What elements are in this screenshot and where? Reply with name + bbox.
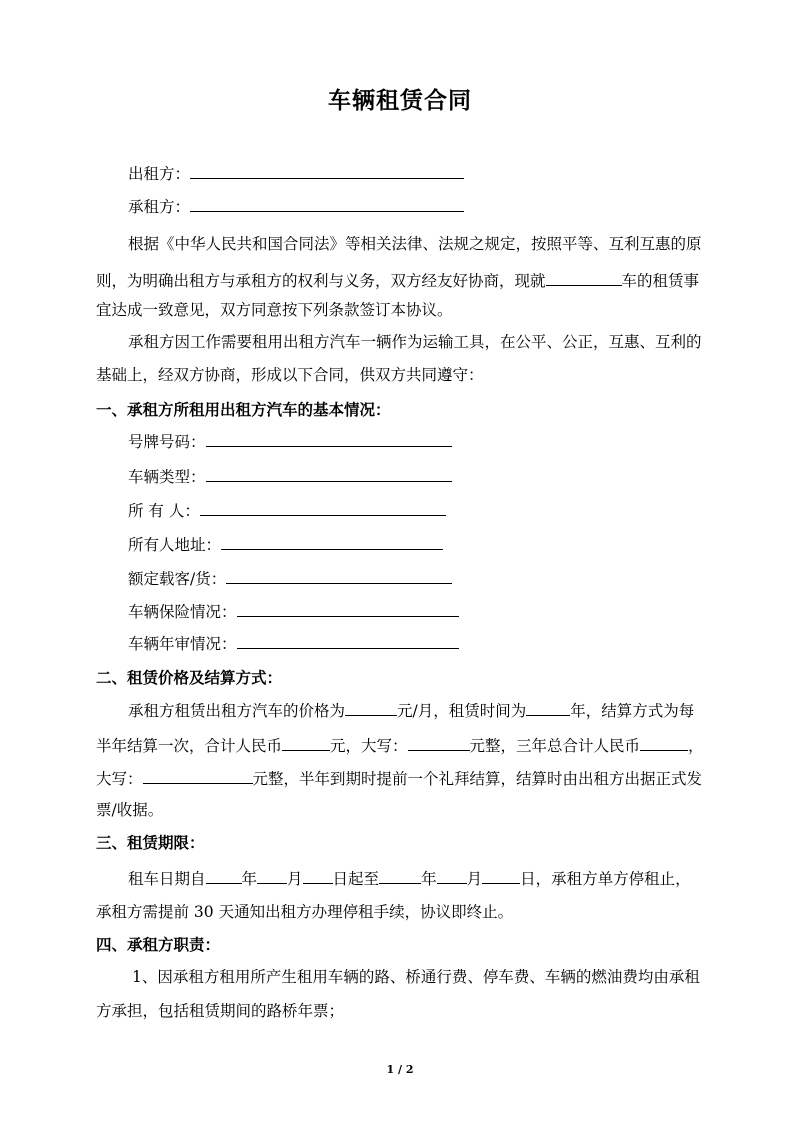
price-line-3-text: 大写： bbox=[96, 770, 143, 788]
section-2-heading: 二、租赁价格及结算方式： bbox=[96, 669, 283, 687]
start-month-field[interactable] bbox=[257, 868, 287, 884]
owner-address-label: 所有人地址： bbox=[128, 536, 222, 554]
insurance-label: 车辆保险情况： bbox=[128, 603, 237, 621]
section-1-heading: 一、承租方所租用出租方汽车的基本情况： bbox=[96, 401, 391, 419]
end-year-field[interactable] bbox=[379, 868, 421, 884]
page-number: 1 / 2 bbox=[386, 1063, 414, 1076]
end-month-unit: 月 bbox=[466, 870, 483, 888]
start-year-unit: 年 bbox=[241, 870, 258, 888]
vehicle-name-field[interactable] bbox=[546, 270, 622, 286]
period-start-label: 租车日期自 bbox=[128, 870, 206, 888]
start-month-unit: 月 bbox=[287, 870, 303, 888]
preamble-line-2-text: 则，为明确出租方与承租方的权利与义务，双方经友好协商，现就 bbox=[96, 272, 546, 290]
intro-line-1: 承租方因工作需要租用出租方汽车一辆作为运输工具，在公平、公正，互惠、互利的 bbox=[128, 333, 702, 351]
price-line-3 bbox=[96, 768, 702, 789]
intro-line-2: 基础上，经双方协商，形成以下合同，供双方共同遵守： bbox=[96, 366, 484, 384]
type-row bbox=[128, 466, 452, 487]
half-year-total-words-field[interactable] bbox=[408, 735, 470, 751]
plate-row bbox=[128, 431, 452, 452]
price-line-3-tail: 元整，半年到期时提前一个礼拜结算，结算时由出租方出据正式发 bbox=[252, 770, 703, 788]
inspection-row bbox=[128, 633, 459, 654]
end-month-field[interactable] bbox=[437, 868, 467, 884]
price-line-1-mid: 元/月，租赁时间为 bbox=[397, 702, 527, 720]
price-line-2 bbox=[96, 735, 704, 756]
owner-address-row bbox=[128, 534, 443, 555]
end-day-field[interactable] bbox=[482, 868, 520, 884]
preamble-line-3: 宜达成一致意见，双方同意按下列条款签订本协议。 bbox=[96, 301, 453, 319]
capacity-field[interactable] bbox=[226, 568, 452, 584]
three-year-total-field[interactable] bbox=[640, 735, 688, 751]
type-label: 车辆类型： bbox=[128, 468, 206, 486]
price-line-2-mid: 元，大写： bbox=[330, 737, 408, 755]
three-year-total-words-field[interactable] bbox=[143, 768, 253, 784]
price-line-1-text: 承租方租赁出租方汽车的价格为 bbox=[128, 702, 346, 720]
section-4-heading: 四、承租方职责： bbox=[96, 936, 221, 954]
lessor-field[interactable] bbox=[190, 163, 464, 179]
duty-line-1: 1、因承租方租用所产生租用车辆的路、桥通行费、停车费、车辆的燃油费均由承租 bbox=[132, 968, 700, 986]
plate-field[interactable] bbox=[206, 431, 452, 447]
period-line-1-tail: 日，承租方单方停租止， bbox=[520, 870, 691, 888]
insurance-row bbox=[128, 601, 459, 622]
price-line-1 bbox=[128, 700, 694, 721]
price-line-2-mid2: 元整，三年总合计人民币 bbox=[469, 737, 641, 755]
owner-row bbox=[128, 500, 446, 521]
price-line-1-tail: 年，结算方式为每 bbox=[570, 702, 695, 720]
owner-label: 所 有 人： bbox=[128, 502, 200, 520]
owner-address-field[interactable] bbox=[221, 534, 443, 550]
lessor-label: 出租方： bbox=[128, 165, 191, 183]
preamble-line-1: 根据《中华人民共和国合同法》等相关法律、法规之规定，按照平等、互利互惠的原 bbox=[128, 235, 702, 253]
start-day-unit: 日起至 bbox=[332, 870, 380, 888]
inspection-field[interactable] bbox=[237, 633, 459, 649]
lease-years-field[interactable] bbox=[526, 700, 570, 716]
insurance-field[interactable] bbox=[237, 601, 459, 617]
lessee-label: 承租方： bbox=[128, 198, 191, 216]
end-year-unit: 年 bbox=[421, 870, 437, 888]
document-title: 车辆租赁合同 bbox=[328, 88, 472, 114]
preamble-line-2-tail: 车的租赁事 bbox=[621, 272, 700, 290]
start-year-field[interactable] bbox=[206, 868, 242, 884]
duty-line-2: 方承担，包括租赁期间的路桥年票； bbox=[96, 1002, 345, 1020]
half-year-total-field[interactable] bbox=[282, 735, 330, 751]
period-line-2: 承租方需提前 30 天通知出租方办理停租手续，协议即终止。 bbox=[96, 903, 514, 921]
section-3-heading: 三、租赁期限： bbox=[96, 834, 205, 852]
capacity-row bbox=[128, 568, 452, 589]
lessee-row bbox=[128, 196, 464, 217]
monthly-price-field[interactable] bbox=[345, 700, 397, 716]
price-line-2-text: 半年结算一次，合计人民币 bbox=[96, 737, 283, 755]
start-day-field[interactable] bbox=[303, 868, 333, 884]
period-line-1 bbox=[128, 868, 691, 889]
owner-field[interactable] bbox=[200, 500, 446, 516]
price-line-2-tail: ， bbox=[688, 737, 704, 755]
inspection-label: 车辆年审情况： bbox=[128, 635, 237, 653]
capacity-label: 额定载客/货： bbox=[128, 570, 227, 588]
price-line-4: 票/收据。 bbox=[96, 801, 164, 819]
preamble-line-2 bbox=[96, 270, 699, 291]
plate-label: 号牌号码： bbox=[128, 433, 206, 451]
type-field[interactable] bbox=[206, 466, 452, 482]
lessee-field[interactable] bbox=[190, 196, 464, 212]
lessor-row bbox=[128, 163, 464, 184]
